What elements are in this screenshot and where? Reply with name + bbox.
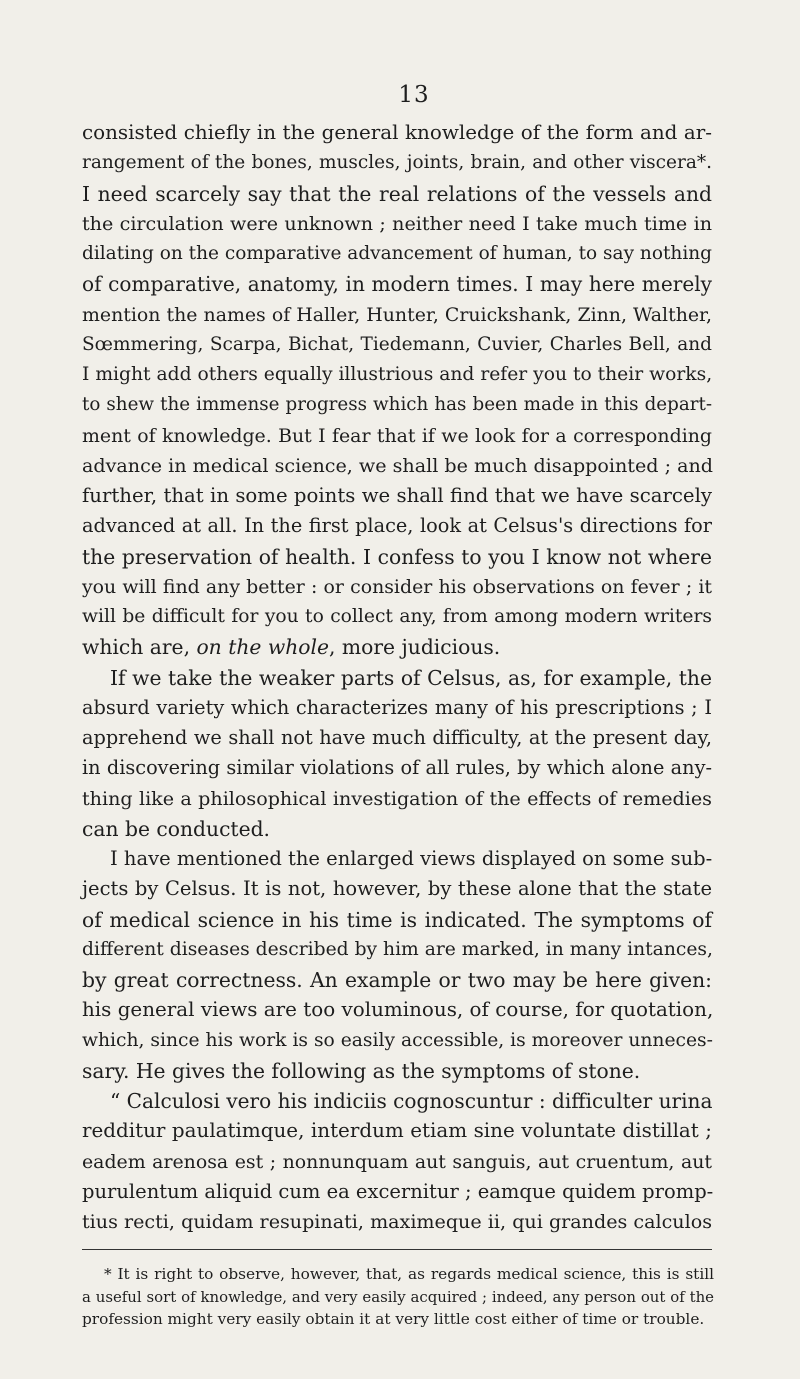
text-line: of comparative, anatomy, in modern times. I may here merely [82,272,712,297]
text-line: by great correctness. An example or two may be here given: [82,968,712,992]
text-line: you will find any better : or consider his observations on fever ; it [82,575,712,598]
text-line: thing like a philosophical investigation of the effects of remedies [82,786,712,810]
footnote-line: a useful sort of knowledge, and very easily acquired ; indeed, any person out of the [82,1287,714,1306]
text-line: consisted chiefly in the general knowledge of the form and ar- [82,121,712,144]
text-line: apprehend we shall not have much difficulty, at the present day, [82,726,712,749]
italic-phrase-line: which are, on the whole, more judicious. [82,635,501,660]
body-text [82,118,712,1237]
text-line: dilating on the comparative advancement of human, to say nothing [82,243,712,264]
text-line: in discovering similar violations of all rules, by which alone any- [82,756,712,780]
text-line: purulentum aliquid cum ea excernitur ; eamque quidem promp- [82,1179,714,1203]
text-line: mention the names of Haller, Hunter, Cruickshank, Zinn, Walther, [82,303,712,326]
text-line: of medical science in his time is indicated. The symptoms of [82,907,712,932]
text-line: I might add others equally illustrious and refer you to their works, [82,364,713,385]
text-line: further, that in some points we shall find that we have scarcely [82,484,712,507]
text-line: eadem arenosa est ; nonnunquam aut sanguis, aut cruentum, aut [82,1150,712,1173]
page-number: 13 [398,82,430,108]
text-line: rangement of the bones, muscles, joints, brain, and other viscera*. [82,152,712,174]
text-line: I need scarcely say that the real relations of the vessels and [82,181,712,206]
text-line: tius recti, quidam resupinati, maximeque ii, qui grandes calculos [82,1210,712,1233]
text-line: the preservation of health. I confess to you I know not where [82,544,712,569]
footnote-line: profession might very easily obtain it at very little cost either of time or trouble. [82,1310,705,1328]
text-line [82,632,712,662]
text-line: If we take the weaker parts of Celsus, as, for example, the [110,665,712,690]
text-line: can be conducted. [82,816,271,841]
text-line: jects by Celsus. It is not, however, by these alone that the state [82,877,712,901]
text-line: which, since his work is so easily accessible, is moreover unneces- [82,1029,713,1051]
footnote-divider [82,1249,712,1250]
text-line: advanced at all. In the first place, look at Celsus's directions for [82,514,712,538]
text-line: absurd variety which characterizes many of his prescriptions ; I [82,695,712,719]
text-line: ment of knowledge. But I fear that if we look for a corresponding [82,424,712,447]
footnote [82,1263,714,1331]
text-line: to shew the immense progress which has been made in this depart- [82,394,712,416]
text-line: his general views are too voluminous, of course, for quotation, [82,998,714,1022]
text-line: advance in medical science, we shall be much disappointed ; and [82,453,713,477]
text-line: “ Calculosi vero his indiciis cognoscuntur : difficulter urina [110,1089,713,1113]
text-line: the circulation were unknown ; neither need I take much time in [82,211,712,235]
text-line: will be difficult for you to collect any, from among modern writers [82,606,712,627]
text-line: redditur paulatimque, interdum etiam sine voluntate distillat ; [82,1119,712,1143]
footnote-line: * It is right to observe, however, that, as regards medical science, this is still [104,1265,714,1283]
text-line: sary. He gives the following as the symptoms of stone. [82,1058,641,1083]
text-line: Sœmmering, Scarpa, Bichat, Tiedemann, Cuvier, Charles Bell, and [82,333,712,355]
text-line: different diseases described by him are marked, in many intances, [82,938,713,960]
italic-phrase: on the whole [196,635,329,660]
text-line: I have mentioned the enlarged views displayed on some sub- [110,847,713,870]
